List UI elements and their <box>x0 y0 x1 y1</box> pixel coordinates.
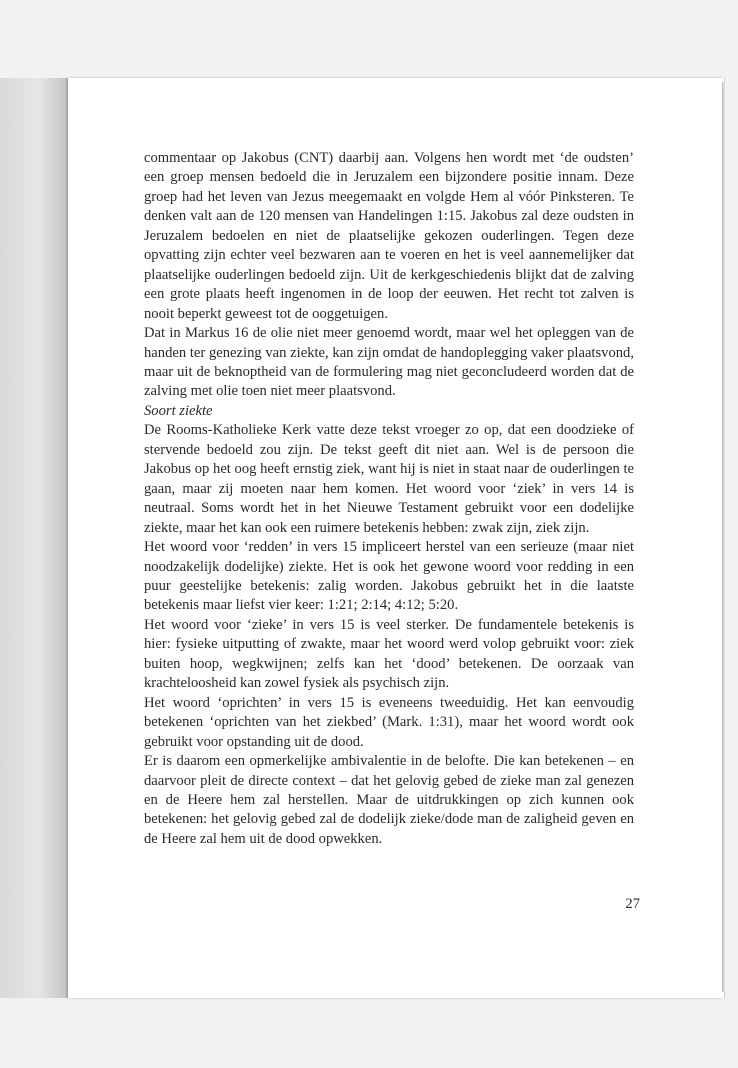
paragraph-5: Het woord voor ‘zieke’ in vers 15 is veel sterker. De fundamentele betekenis is hier: fysieke uitputting of zwakte, maar het woord werd volop gebruikt voor: ziek buiten hoop, wegkwijnen; zelfs kan het ‘dood’ betekenen. De oorzaak van krachteloosheid kan zowel fysiek als psychisch zijn. <box>144 616 634 692</box>
page-right-edge <box>722 82 725 992</box>
paragraph-7: Er is daarom een opmerkelijke ambivalentie in de belofte. Die kan betekenen – en daarvoor pleit de directe context – dat het gelovig gebed de zieke man zal genezen en de Heere hem zal herstellen. Maar de uitdrukkingen op zich kunnen ook betekenen: het gelovig gebed zal de dodelijk zieke/dode man de zaligheid geven en de Heere zal hem uit de dood opwekken. <box>144 753 634 847</box>
paragraph-2: Dat in Markus 16 de olie niet meer genoemd wordt, maar wel het opleggen van de handen ter genezing van ziekte, kan zijn omdat de handoplegging vaker plaatsvond, maar uit de beknoptheid van de formulering mag niet geconcludeerd worden dat de zalving met olie toen niet meer plaatsvond. <box>144 325 634 400</box>
body-text <box>144 149 634 849</box>
book-page <box>68 78 724 998</box>
paragraph-3: De Rooms-Katholieke Kerk vatte deze tekst vroeger zo op, dat een doodzieke of stervende bedoeld zou zijn. De tekst geeft dit niet aan. Wel is de persoon die Jakobus op het oog heeft ernstig ziek, want hij is niet in staat naar de ouderlingen te gaan, maar zij moeten naar hem komen. Het woord voor ‘ziek’ in vers 14 is neutraal. Soms wordt het in het Nieuwe Testament gebruikt voor een dodelijke ziekte, maar het kan ook een ruimere betekenis hebben: zwak zijn, ziek zijn. <box>144 422 634 536</box>
paragraph-1: commentaar op Jakobus (CNT) daarbij aan. Volgens hen wordt met ‘de oudsten’ een groep mensen bedoeld die in Jeruzalem een bijzondere positie innam. Deze groep had het leven van Jezus meegemaakt en volgde Hem al vóór Pinksteren. Te denken valt aan de 120 mensen van Handelingen 1:15. Jakobus zal deze oudsten in Jeruzalem bedoelen en niet de plaatselijke gekozen ouderlingen. Tegen deze opvatting zijn echter veel bezwaren aan te voeren en het is veel aannemelijker dat plaatselijke ouderlingen bedoeld zijn. Uit de kerkgeschiedenis blijkt dat de zalving een grote plaats heeft ingenomen in de loop der eeuwen. Het recht tot zalven is nooit beperkt geweest tot de ooggetuigen. <box>144 150 634 322</box>
paragraph-4: Het woord voor ‘redden’ in vers 15 impliceert herstel van een serieuze (maar niet noodzakelijk dodelijke) ziekte. Het is ook het gewone woord voor redding in een puur geestelijke betekenis: zalig worden. Jakobus gebruikt het in die laatste betekenis maar liefst vier keer: 1:21; 2:14; 4:12; 5:20. <box>144 539 634 614</box>
paragraph-6: Het woord ‘oprichten’ in vers 15 is eveneens tweeduidig. Het kan eenvoudig betekenen ‘oprichten van het ziekbed’ (Mark. 1:31), maar het woord wordt ook gebruikt voor opstanding uit de dood. <box>144 694 634 750</box>
page-number: 27 <box>625 896 640 912</box>
book-spine-edge <box>0 78 70 998</box>
section-heading: Soort ziekte <box>144 402 213 419</box>
